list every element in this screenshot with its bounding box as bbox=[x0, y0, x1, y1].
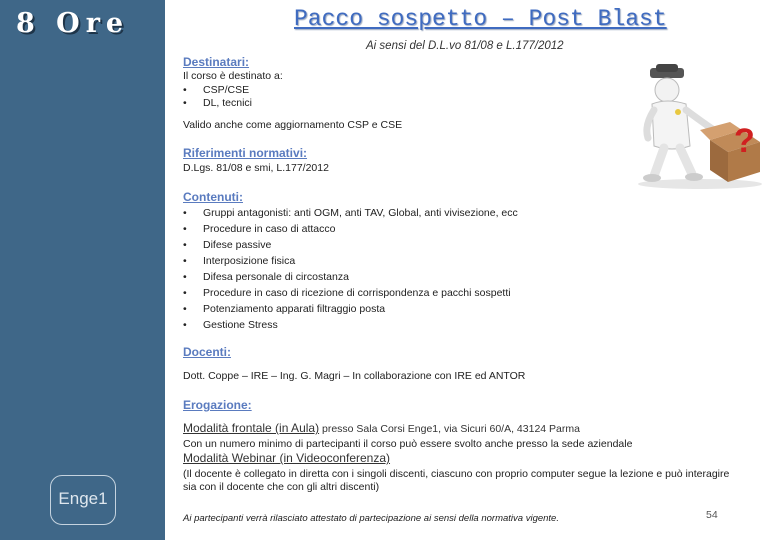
erogazione-heading: Erogazione: bbox=[183, 398, 252, 412]
list-item: • Difese passive bbox=[183, 239, 272, 251]
enge1-logo: Enge1 bbox=[50, 475, 116, 525]
destinatari-item: • CSP/CSE bbox=[183, 84, 250, 96]
riferimenti-heading: Riferimenti normativi: bbox=[183, 146, 308, 160]
modalita-aula-label: Modalità frontale (in Aula) bbox=[183, 421, 320, 435]
destinatari-note: Valido anche come aggiornamento CSP e CSE bbox=[183, 119, 403, 131]
destinatari-intro: Il corso è destinato a: bbox=[183, 70, 283, 82]
bullet-icon: • bbox=[183, 84, 187, 96]
modalita-aula-text: presso Sala Corsi Enge1, via Sicuri 60/A, 43124 Parma bbox=[319, 423, 580, 435]
list-item: • Gestione Stress bbox=[183, 319, 278, 331]
page-number: 54 bbox=[706, 509, 718, 521]
sidebar bbox=[0, 0, 165, 540]
list-item: • Interposizione fisica bbox=[183, 255, 296, 267]
svg-text:?: ? bbox=[734, 122, 755, 160]
bullet-icon: • bbox=[183, 319, 187, 331]
destinatari-item: • DL, tecnici bbox=[183, 97, 253, 109]
list-item: • Difesa personale di circostanza bbox=[183, 271, 349, 283]
bullet-icon: • bbox=[183, 207, 187, 219]
page-title: Pacco sospetto – Post Blast bbox=[294, 6, 667, 32]
modalita-webinar bbox=[183, 451, 390, 465]
list-item: • Gruppi antagonisti: anti OGM, anti TAV, Global, anti vivisezione, ecc bbox=[183, 207, 518, 219]
bullet-icon: • bbox=[183, 287, 187, 299]
contenuti-heading: Contenuti: bbox=[183, 190, 243, 204]
bullet-icon: • bbox=[183, 97, 187, 109]
footer-note: Ai partecipanti verrà rilasciato attestato di partecipazione ai sensi della normativa vigente. bbox=[183, 513, 559, 524]
modalita-webinar-note-2: sia con il docente che con gli altri discenti) bbox=[183, 481, 380, 493]
postman-with-mystery-box-icon bbox=[630, 60, 770, 190]
page-subtitle: Ai sensi del D.L.vo 81/08 e L.177/2012 bbox=[366, 40, 564, 52]
bullet-icon: • bbox=[183, 239, 187, 251]
destinatari-heading: Destinatari: bbox=[183, 55, 250, 69]
list-item: • Procedure in caso di attacco bbox=[183, 223, 336, 235]
bullet-icon: • bbox=[183, 303, 187, 315]
contenuti-list bbox=[183, 205, 518, 333]
modalita-aula bbox=[183, 421, 580, 435]
docenti-heading: Docenti: bbox=[183, 345, 231, 359]
docenti-text: Dott. Coppe – IRE – Ing. G. Magri – In collaborazione con IRE ed ANTOR bbox=[183, 370, 526, 382]
list-item: • Potenziamento apparati filtraggio posta bbox=[183, 303, 386, 315]
course-hours: 8 Ore bbox=[16, 8, 130, 39]
bullet-icon: • bbox=[183, 223, 187, 235]
modalita-webinar-note: (Il docente è collegato in diretta con i singoli discenti, ciascuno con proprio computer segue la lezione e può interagire bbox=[183, 468, 730, 480]
bullet-icon: • bbox=[183, 255, 187, 267]
modalita-aula-note: Con un numero minimo di partecipanti il corso può essere svolto anche presso la sede aziendale bbox=[183, 438, 633, 450]
bullet-icon: • bbox=[183, 271, 187, 283]
modalita-webinar-label: Modalità Webinar (in Videoconferenza) bbox=[183, 451, 391, 465]
list-item: • Procedure in caso di ricezione di corrispondenza e pacchi sospetti bbox=[183, 287, 511, 299]
riferimenti-text: D.Lgs. 81/08 e smi, L.177/2012 bbox=[183, 162, 329, 174]
